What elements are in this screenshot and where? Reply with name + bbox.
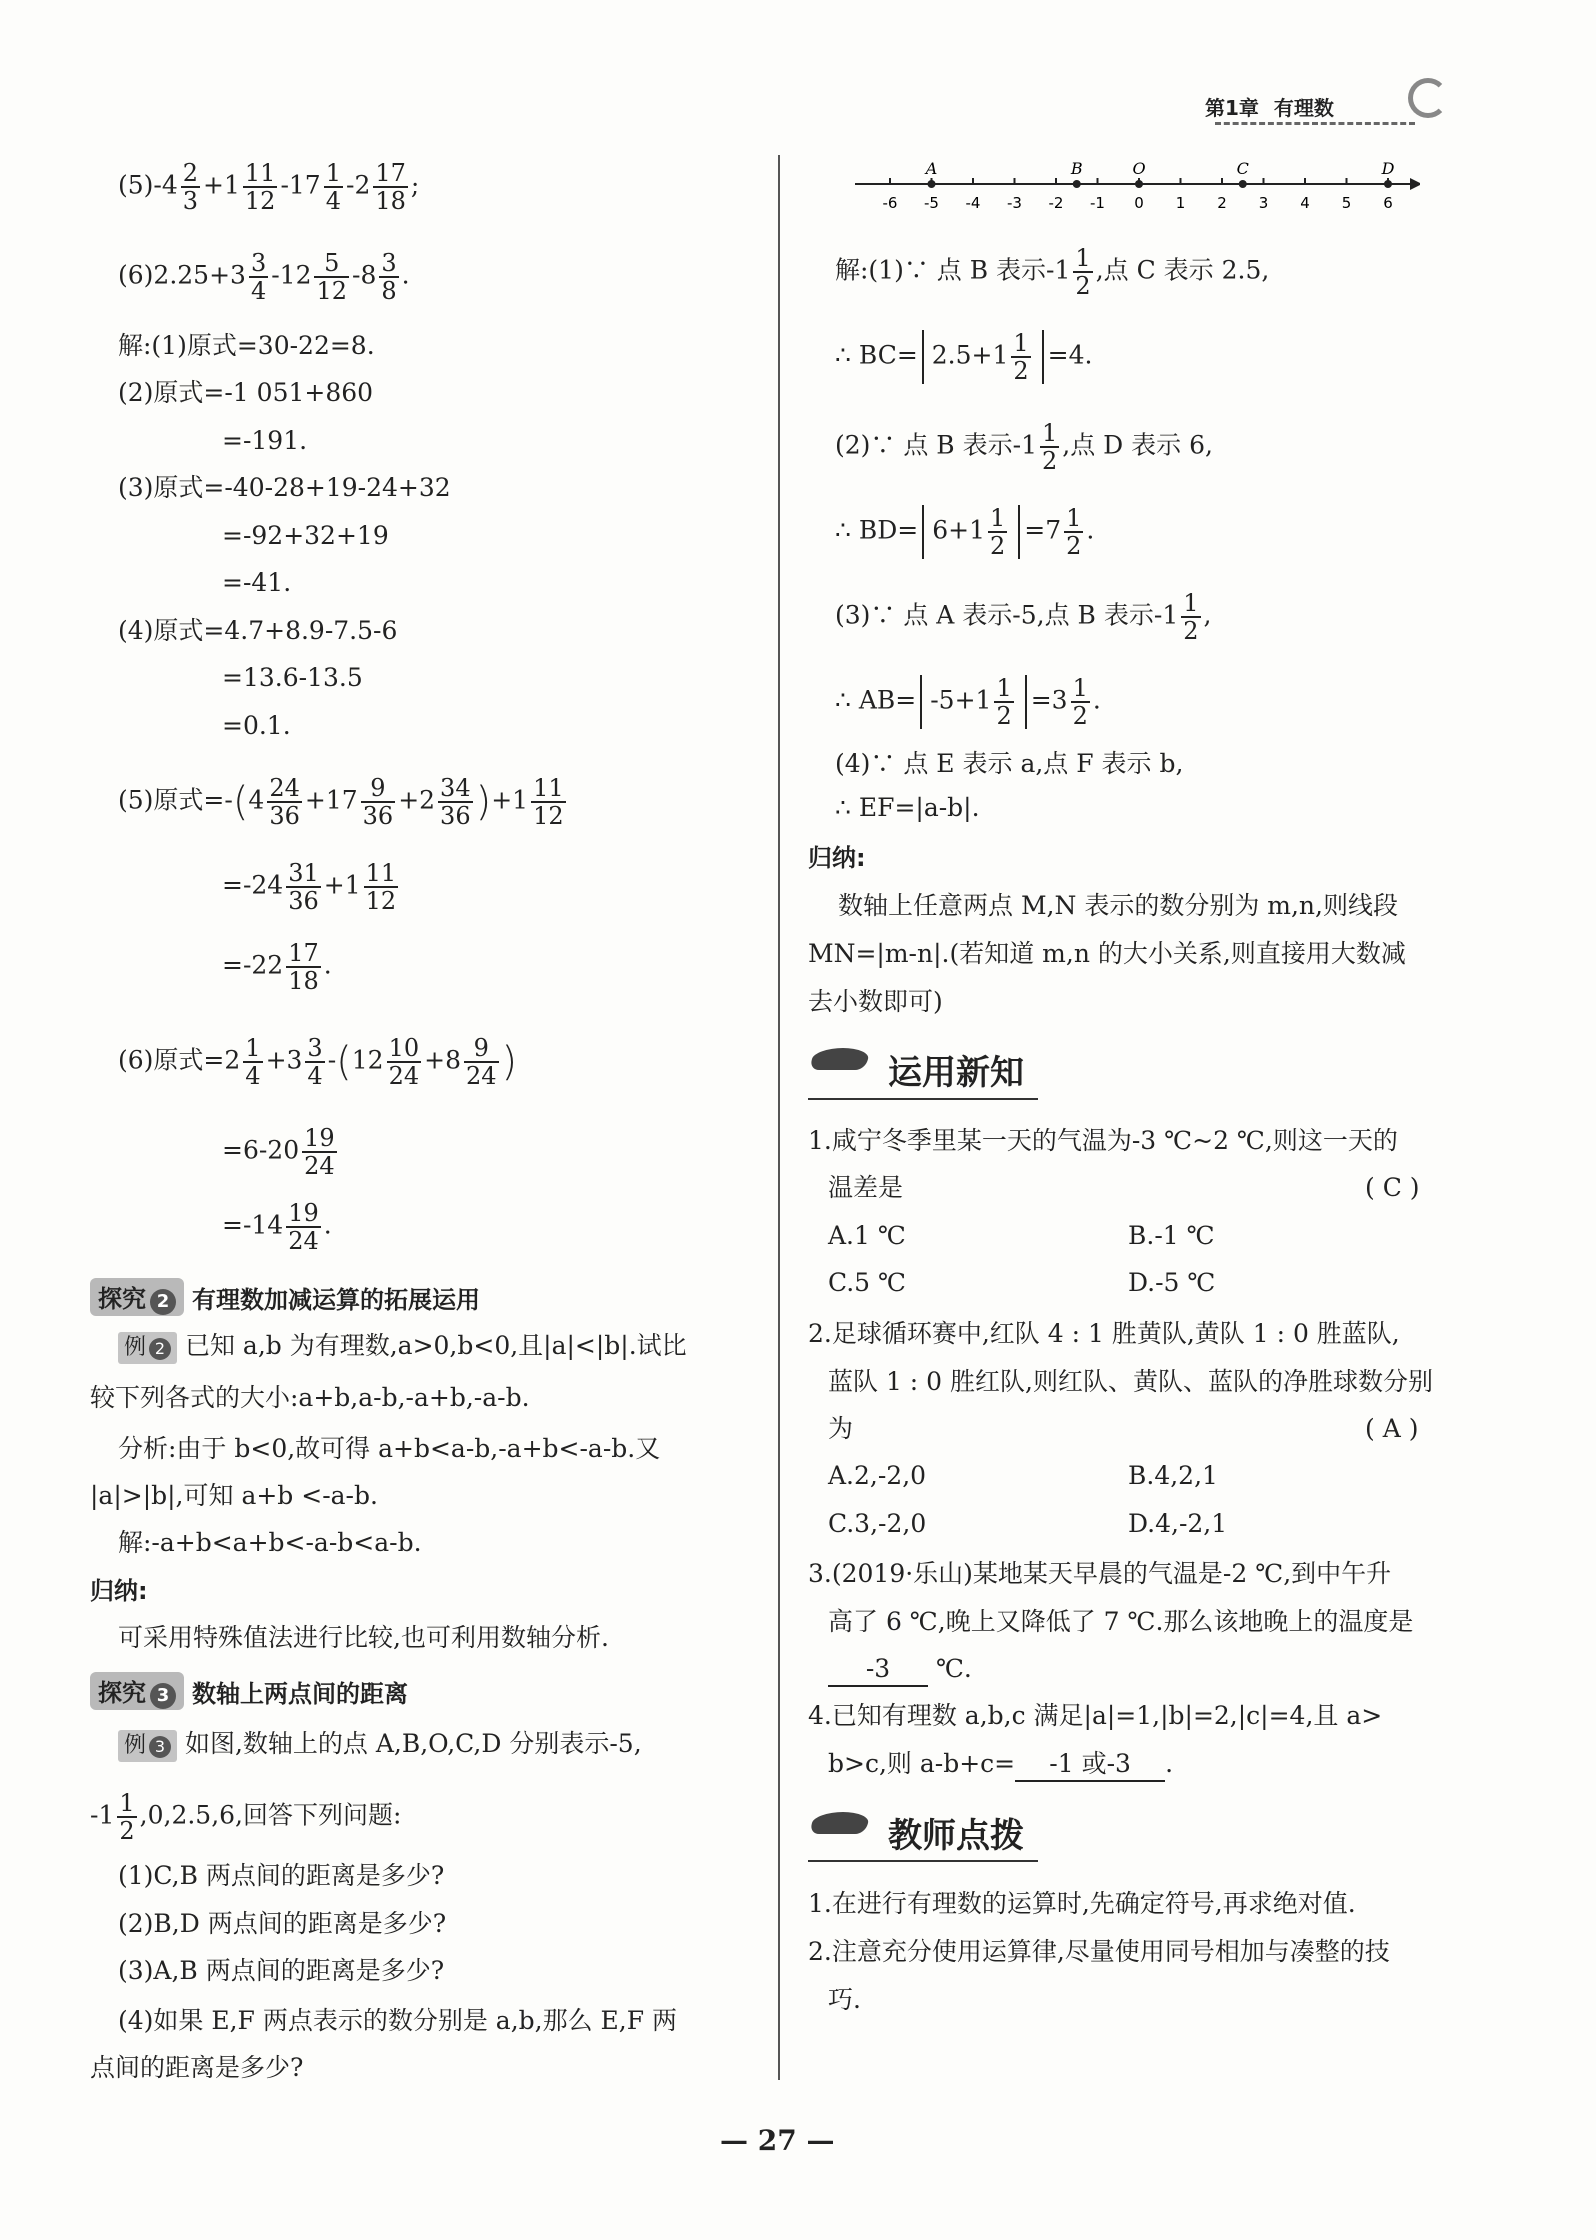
right-solution-3: (3)∵ 点 A 表示-5,点 B 表示-1 $\frac{1}{2}$ , xyxy=(835,589,1212,645)
practice-2c: 为 xyxy=(828,1414,854,1443)
right-solution-4: (4)∵ 点 E 表示 a,点 F 表示 b, xyxy=(835,749,1184,778)
right-summary-heading: 归纳: xyxy=(808,844,866,872)
example-3-line2: -1 $\frac{1}{2}$ ,0,2.5,6,回答下列问题: xyxy=(90,1789,402,1845)
number-line-tick-label: 4 xyxy=(1300,194,1310,212)
explore-title: 有理数加减运算的拓展运用 xyxy=(192,1285,480,1314)
practice-2-option-b: B.4,2,1 xyxy=(1128,1461,1218,1490)
practice-1a: 1.咸宁冬季里某一天的气温为-3 ℃~2 ℃,则这一天的 xyxy=(808,1126,1398,1155)
number-line-point-a xyxy=(928,180,936,188)
analysis-line2: |a|>|b|,可知 a+b <-a-b. xyxy=(90,1481,378,1510)
header-dashed-rule xyxy=(1215,122,1415,125)
summary-text: 可采用特殊值法进行比较,也可利用数轴分析. xyxy=(118,1623,609,1652)
chapter-number: 第1章 xyxy=(1205,96,1259,120)
solution-2b: =-191. xyxy=(222,426,308,455)
example-tag: 例 3 xyxy=(118,1730,177,1762)
page-number: — 27 — xyxy=(720,2124,835,2157)
number-line xyxy=(840,148,1420,218)
explore-2-heading xyxy=(90,1278,480,1312)
right-solution-ab: ∴ AB= -5+1 $\frac{1}{2}$ =3 $\frac{1}{2}$ . xyxy=(835,674,1101,730)
solution-6a: (6)原式=2 $\frac{1}{4}$ +3 $\frac{3}{4}$ -(12 $\frac{10}{24}$ +8 $\frac{9}{24}$ ) xyxy=(118,1034,518,1090)
column-divider xyxy=(778,155,780,2080)
right-solution-2: (2)∵ 点 B 表示-1 $\frac{1}{2}$ ,点 D 表示 6, xyxy=(835,419,1213,475)
solution-6b: =6-20 $\frac{19}{24}$ xyxy=(222,1124,335,1180)
example-3-q4b: 点间的距离是多少? xyxy=(90,2053,304,2082)
number-line-tick-label: -1 xyxy=(1090,194,1105,212)
example-3-q4a: (4)如果 E,F 两点表示的数分别是 a,b,那么 E,F 两 xyxy=(118,2006,678,2035)
number-line-tick-label: -2 xyxy=(1048,194,1064,212)
number-line-point-label: A xyxy=(925,159,938,178)
practice-1-option-a: A.1 ℃ xyxy=(828,1221,906,1250)
practice-1b: 温差是 xyxy=(828,1173,904,1202)
practice-3c: -3 ℃. xyxy=(828,1653,972,1687)
right-solution-bc: ∴ BC= 2.5+1 $\frac{1}{2}$ =4. xyxy=(835,329,1093,385)
example-3-q1: (1)C,B 两点间的距离是多少? xyxy=(118,1861,445,1890)
example-2-line2: 较下列各式的大小:a+b,a-b,-a+b,-a-b. xyxy=(90,1383,530,1412)
practice-2-option-a: A.2,-2,0 xyxy=(828,1461,927,1490)
chapter-header xyxy=(1205,92,1334,121)
solution-6c: =-14 $\frac{19}{24}$ . xyxy=(222,1199,332,1255)
right-solution-ef: ∴ EF=|a-b|. xyxy=(835,793,980,822)
solution-5b: =-24 $\frac{31}{36}$ +1 $\frac{11}{12}$ xyxy=(222,859,397,915)
practice-1-answer: ( C ) xyxy=(1365,1173,1420,1202)
solution-4b: =13.6-13.5 xyxy=(222,663,363,692)
example-3-q2: (2)B,D 两点间的距离是多少? xyxy=(118,1909,447,1938)
number-line-point-label: C xyxy=(1236,159,1249,178)
header-logo-icon xyxy=(1408,78,1448,118)
solution-3a: (3)原式=-40-28+19-24+32 xyxy=(118,473,451,502)
example-3-q3: (3)A,B 两点间的距离是多少? xyxy=(118,1956,445,1985)
right-solution-bd: ∴ BD= 6+1 $\frac{1}{2}$ =7 $\frac{1}{2}$ . xyxy=(835,504,1095,560)
problem-6: (6)2.25+3 $\frac{3}{4}$ -12 $\frac{5}{12}$ -8 $\frac{3}{8}$ . xyxy=(118,249,410,305)
explore-tag: 探究 3 xyxy=(90,1672,184,1710)
practice-3b: 高了 6 ℃,晚上又降低了 7 ℃.那么该地晚上的温度是 xyxy=(828,1607,1414,1636)
apply-heading-icon xyxy=(809,1048,871,1070)
explore-tag: 探究 2 xyxy=(90,1278,184,1316)
teacher-heading-icon xyxy=(809,1812,871,1834)
right-solution-1: 解:(1)∵ 点 B 表示-1 $\frac{1}{2}$ ,点 C 表示 2.5, xyxy=(835,244,1270,300)
summary-heading: 归纳: xyxy=(90,1577,148,1605)
problem-5: (5)-4 $\frac{2}{3}$ +1 $\frac{11}{12}$ -17 $\frac{1}{4}$ -2 $\frac{17}{18}$ ; xyxy=(118,159,420,215)
right-summary-3: 去小数即可) xyxy=(808,987,943,1016)
explore-3-heading xyxy=(90,1672,408,1706)
number-line-point-b xyxy=(1073,180,1081,188)
example-tag: 例 2 xyxy=(118,1332,177,1364)
number-line-tick-label: -6 xyxy=(882,194,898,212)
right-summary-1: 数轴上任意两点 M,N 表示的数分别为 m,n,则线段 xyxy=(838,891,1398,920)
right-summary-2: MN=|m-n|.(若知道 m,n 的大小关系,则直接用大数减 xyxy=(808,939,1406,968)
number-line-tick-label: 6 xyxy=(1383,194,1393,212)
apply-heading-rule xyxy=(808,1098,1038,1100)
practice-2-option-c: C.3,-2,0 xyxy=(828,1509,927,1538)
solution-5c: =-22 $\frac{17}{18}$ . xyxy=(222,939,332,995)
solution-5a: (5)原式=-(4 $\frac{24}{36}$ +17 $\frac{9}{36}$ +2 $\frac{34}{36}$ )+1 $\frac{11}{12}$ xyxy=(118,774,564,830)
practice-4a: 4.已知有理数 a,b,c 满足|a|=1,|b|=2,|c|=4,且 a> xyxy=(808,1701,1383,1730)
number-line-arrow-icon xyxy=(1410,178,1420,190)
number-line-point-label: D xyxy=(1381,159,1395,178)
practice-1-option-b: B.-1 ℃ xyxy=(1128,1221,1215,1250)
solution-4a: (4)原式=4.7+8.9-7.5-6 xyxy=(118,616,398,645)
teacher-tip-2a: 2.注意充分使用运算律,尽量使用同号相加与凑整的技 xyxy=(808,1937,1390,1966)
number-line-point-c xyxy=(1239,180,1247,188)
number-line-tick-label: -5 xyxy=(924,194,939,212)
teacher-heading-rule xyxy=(808,1860,1038,1862)
explore-title: 数轴上两点间的距离 xyxy=(192,1679,408,1708)
apply-heading: 运用新知 xyxy=(888,1053,1024,1093)
solution-3b: =-92+32+19 xyxy=(222,521,389,550)
example-2-line1: 例 2 已知 a,b 为有理数,a>0,b<0,且|a|<|b|.试比 xyxy=(118,1330,687,1364)
number-line-tick-label: 0 xyxy=(1134,194,1144,212)
number-line-tick-label: -3 xyxy=(1007,194,1022,212)
number-line-point-label: O xyxy=(1132,159,1146,178)
solution-2a: (2)原式=-1 051+860 xyxy=(118,378,374,407)
solution-4c: =0.1. xyxy=(222,711,291,740)
number-line-point-o xyxy=(1135,180,1143,188)
number-line-tick-label: 3 xyxy=(1258,194,1269,212)
example-3-line1: 例 3 如图,数轴上的点 A,B,O,C,D 分别表示-5, xyxy=(118,1728,642,1762)
number-line-point-label: B xyxy=(1070,159,1083,178)
teacher-heading: 教师点拨 xyxy=(888,1816,1024,1856)
practice-4b: b>c,则 a-b+c= -1 或-3 . xyxy=(828,1748,1173,1782)
number-line-point-d xyxy=(1384,180,1392,188)
practice-2a: 2.足球循环赛中,红队 4 : 1 胜黄队,黄队 1 : 0 胜蓝队, xyxy=(808,1319,1400,1348)
number-line-tick-label: 5 xyxy=(1341,194,1352,212)
solution-3c: =-41. xyxy=(222,568,292,597)
practice-1-option-d: D.-5 ℃ xyxy=(1128,1268,1216,1297)
teacher-tip-1: 1.在进行有理数的运算时,先确定符号,再求绝对值. xyxy=(808,1889,1356,1918)
number-line-tick-label: 1 xyxy=(1175,194,1186,212)
practice-3a: 3.(2019·乐山)某地某天早晨的气温是-2 ℃,到中午升 xyxy=(808,1559,1392,1588)
number-line-tick-label: -4 xyxy=(965,194,981,212)
teacher-tip-2b: 巧. xyxy=(828,1985,861,2014)
practice-2b: 蓝队 1 : 0 胜红队,则红队、黄队、蓝队的净胜球数分别 xyxy=(828,1367,1433,1396)
practice-2-option-d: D.4,-2,1 xyxy=(1128,1509,1228,1538)
solution-1: 解:(1)原式=30-22=8. xyxy=(118,331,375,360)
practice-3-answer: -3 xyxy=(828,1653,928,1687)
practice-4-answer: -1 或-3 xyxy=(1015,1748,1165,1782)
practice-2-answer: ( A ) xyxy=(1365,1414,1419,1443)
chapter-title: 有理数 xyxy=(1273,96,1334,120)
analysis-line1: 分析:由于 b<0,故可得 a+b<a-b,-a+b<-a-b.又 xyxy=(118,1434,661,1463)
solution-ex2: 解:-a+b<a+b<-a-b<a-b. xyxy=(118,1528,422,1557)
number-line-tick-label: 2 xyxy=(1217,194,1227,212)
practice-1-option-c: C.5 ℃ xyxy=(828,1268,907,1297)
